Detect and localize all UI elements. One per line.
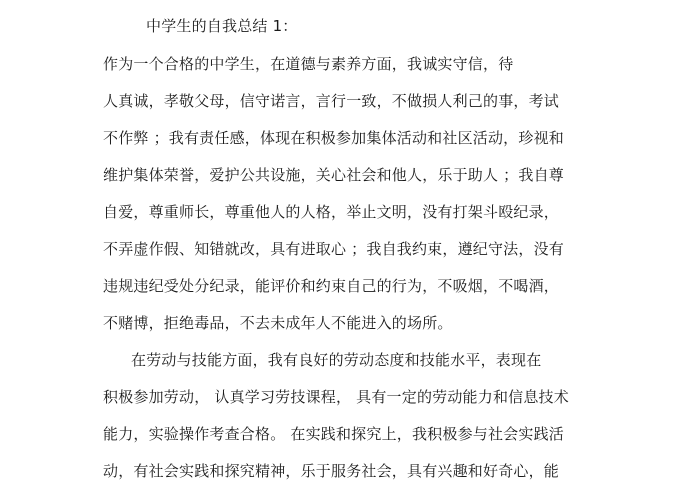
paragraph-line: 动，有社会实践和探究精神，乐于服务社会，具有兴趣和好奇心，能 bbox=[103, 462, 560, 480]
paragraph-line: 不赌博，拒绝毒品，不去未成年人不能进入的场所。 bbox=[103, 314, 453, 332]
paragraph-line: 人真诚，孝敬父母，信守诺言，言行一致，不做损人利己的事，考试 bbox=[103, 92, 560, 110]
paragraph-line: 能力，实验操作考查合格。 在实践和探究上，我积极参与社会实践活 bbox=[103, 425, 564, 443]
paragraph-line: 在劳动与技能方面，我有良好的劳动态度和技能水平，表现在 bbox=[131, 351, 542, 369]
paragraph-line: 违规违纪受处分纪录，能评价和约束自己的行为，不吸烟，不喝酒， bbox=[103, 277, 560, 295]
paragraph-line: 积极参加劳动， 认真学习劳技课程， 具有一定的劳动能力和信息技术 bbox=[103, 388, 569, 406]
paragraph-line: 自爱，尊重师长，尊重他人的人格，举止文明，没有打架斗殴纪录， bbox=[103, 203, 560, 221]
paragraph-line: 维护集体荣誉，爱护公共设施，关心社会和他人，乐于助人 ；我自尊 bbox=[103, 166, 564, 184]
paragraph-line: 作为一个合格的中学生，在道德与素养方面，我诚实守信，待 bbox=[103, 55, 514, 73]
paragraph-line: 不作弊 ；我有责任感，体现在积极参加集体活动和社区活动，珍视和 bbox=[103, 129, 564, 147]
document-title: 中学生的自我总结 1： bbox=[146, 17, 298, 35]
paragraph-line: 不弄虚作假、知错就改，具有进取心 ；我自我约束，遵纪守法，没有 bbox=[103, 240, 564, 258]
